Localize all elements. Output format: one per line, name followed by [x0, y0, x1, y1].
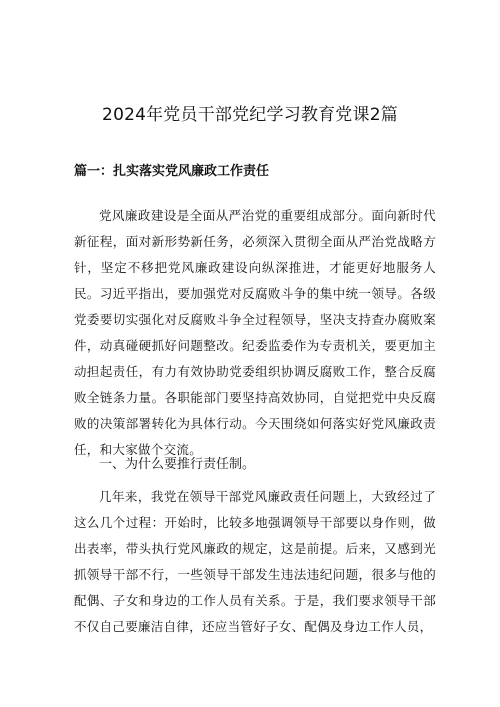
body-paragraph-2: 几年来，我党在领导干部党风廉政责任问题上，大致经过了这么几个过程：开始时，比较多地强调领导干部要以身作则，做出表率，带头执行党风廉政的规定，这是前提。后来，又感到光抓领导干部不行，一些领导干部发生违法违纪问题，很多与他的配偶、子女和身边的工作人员有关系。于是，我们要求领导干部不仅自己要廉洁自律，还应当管好子女、配偶及身边工作人员， — [74, 489, 436, 634]
section-heading: 篇一：扎实落实党风廉政工作责任 — [74, 164, 270, 179]
body-paragraph-1: 党风廉政建设是全面从严治党的重要组成部分。面向新时代新征程，面对新形势新任务，必须深入贯彻全面从严治党战略方针，坚定不移把党风廉政建设向纵深推进，才能更好地服务人民。习近平指出，要加强党对反腐败斗争的集中统一领导。各级党委要切实强化对反腐败斗争全过程领导，坚决支持查办腐败案件，动真碰硬抓好问题整改。纪委监委作为专责机关，要更加主动担起责任，有力有效协助党委组织协调反腐败工作，整合反腐败全链条力量。各职能部门要坚持高效协同，自觉把党中央反腐败的决策部署转化为具体行动。今天围绕如何落实好党风廉政责任，和大家做个交流。 — [74, 208, 436, 457]
document-title: 2024年党员干部党纪学习教育党课2篇 — [102, 105, 398, 125]
subheading-why-responsibility-system: 一、为什么要推行责任制。 — [99, 457, 256, 472]
